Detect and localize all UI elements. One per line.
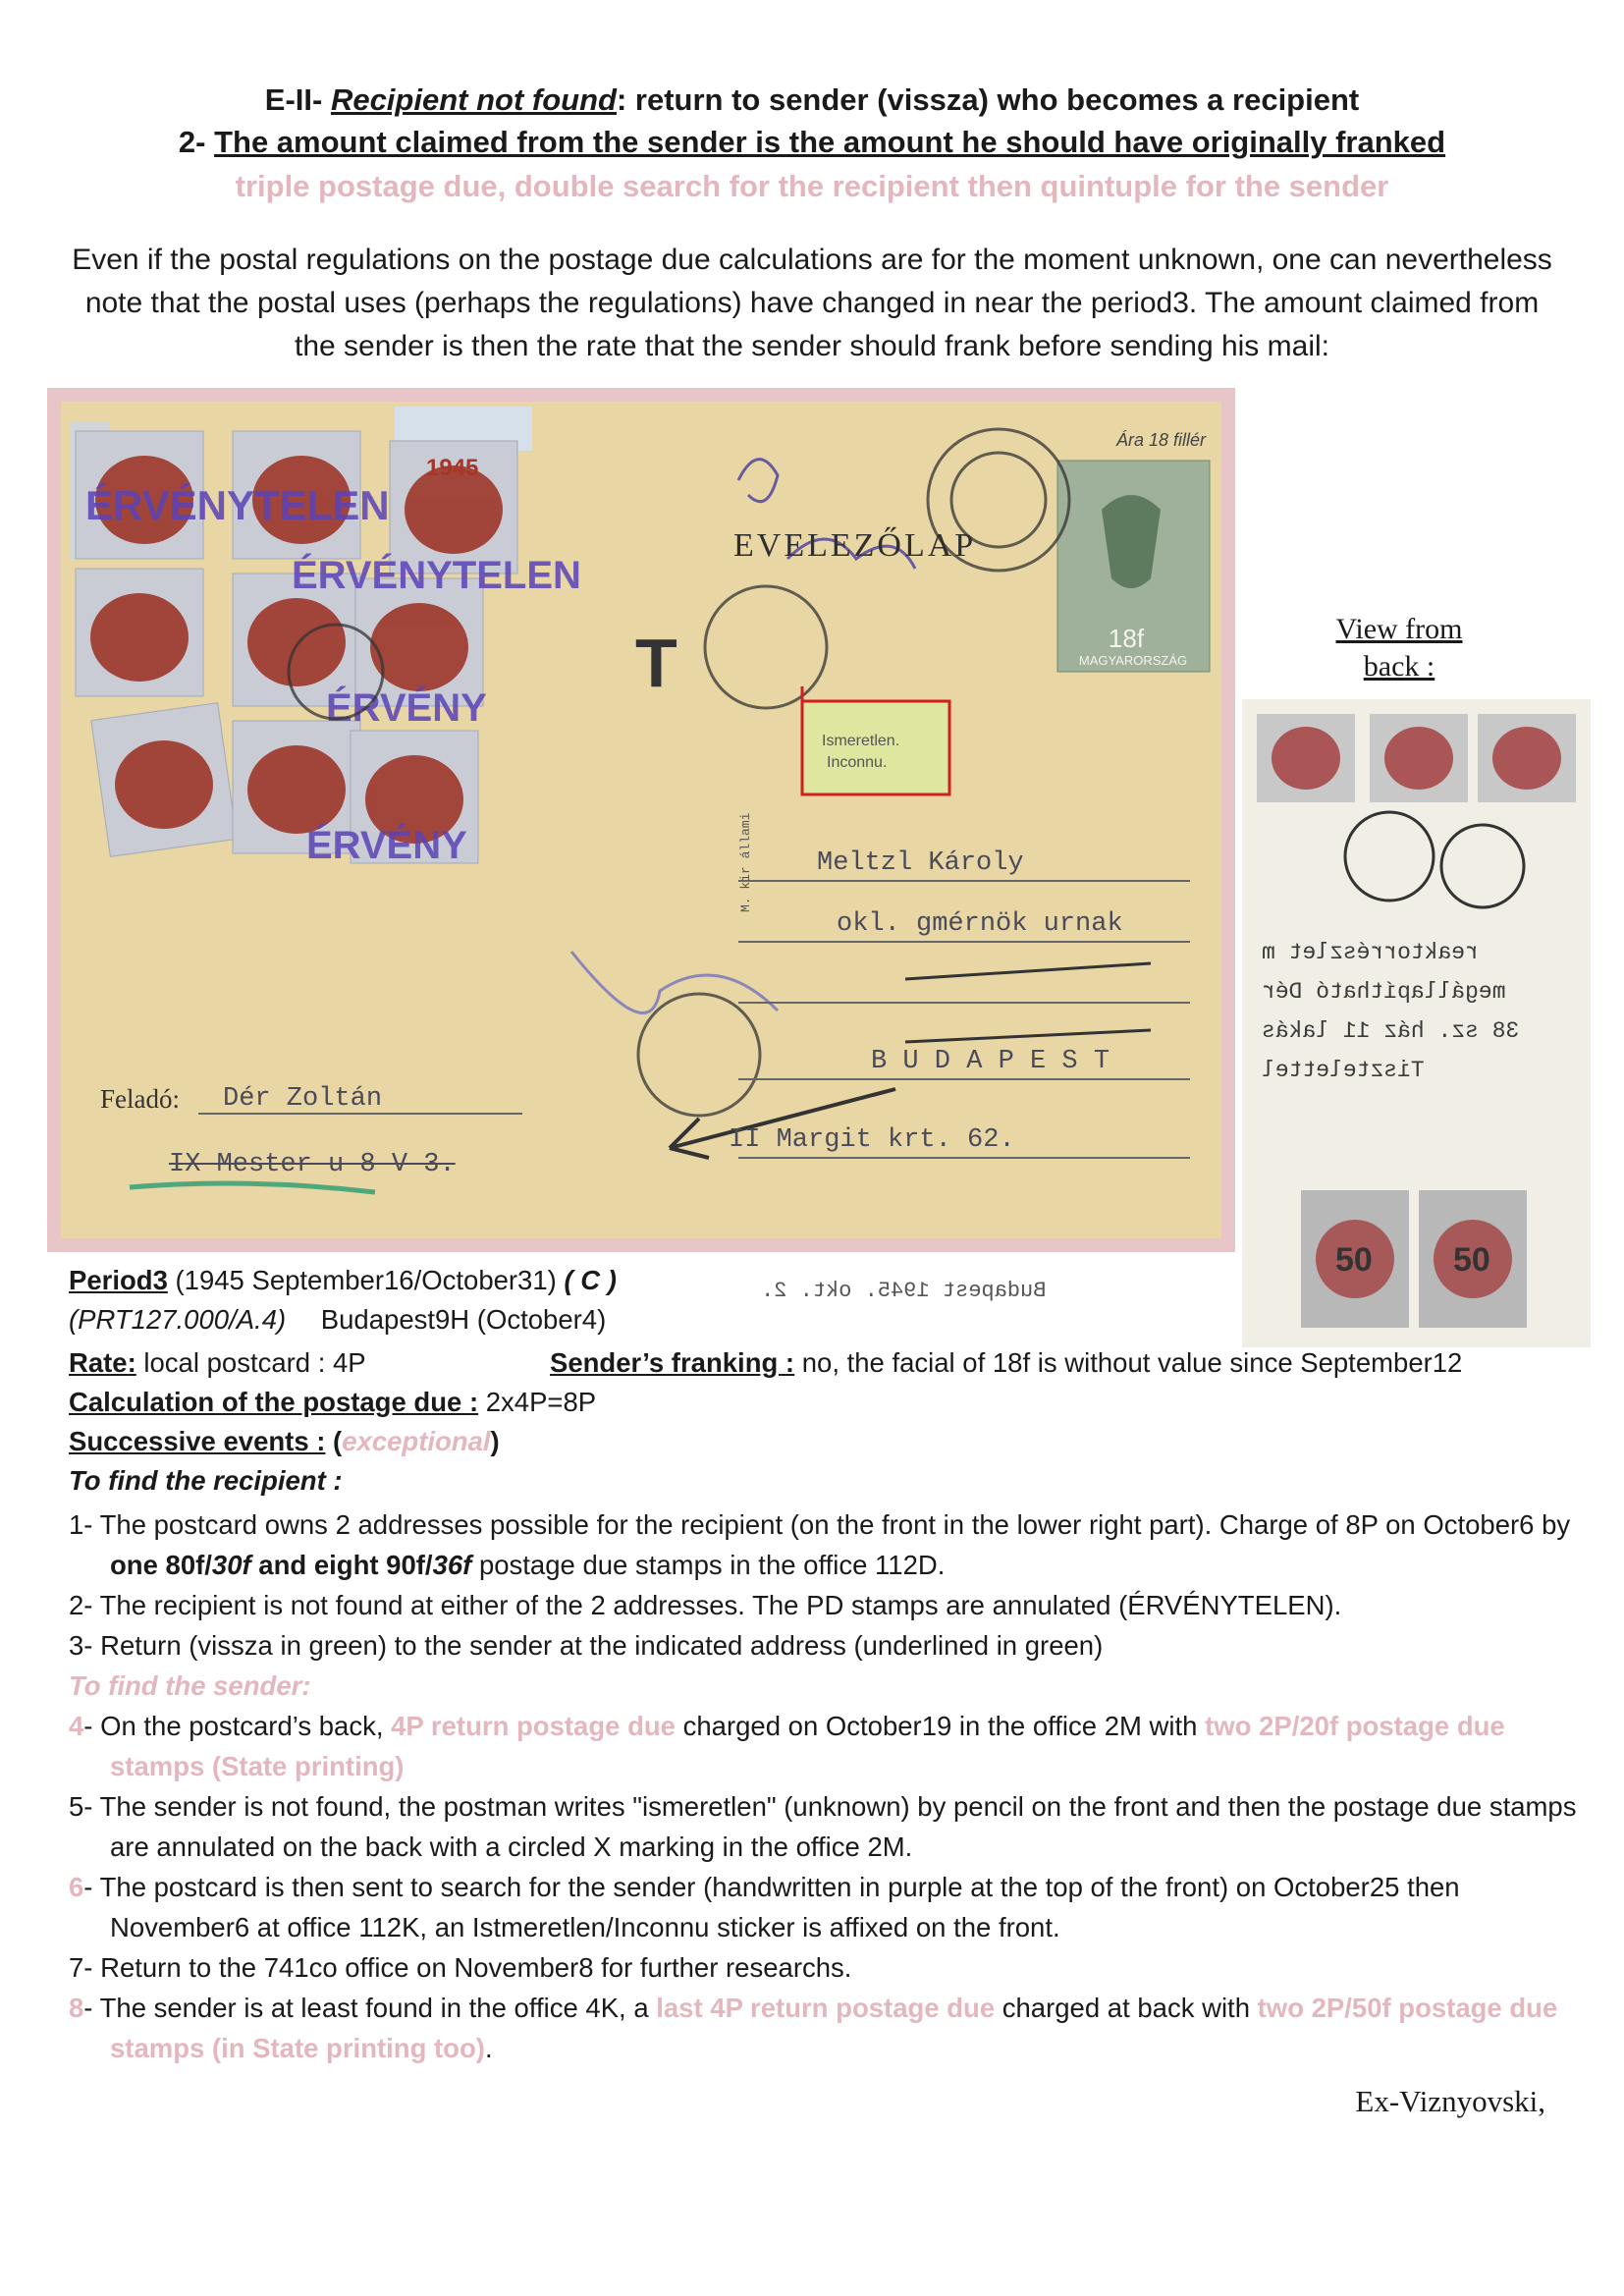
intro-paragraph: Even if the postal regulations on the postage due calculations are for the moment unknown, one can nevertheless note that the postal uses (perhaps the regulations) have changed in near the period3. The amount claimed from the sender is then the rate that the sender should frank before sending his mail: (72, 244, 1552, 362)
event-4-num: 4 (69, 1711, 84, 1741)
printer-mark: M. kir állami (738, 812, 753, 912)
event-8-text-a: - The sender is at least found in the office 4K, a (83, 1993, 657, 2023)
title-prefix: E-II- (264, 82, 331, 117)
event-4-text-d: two 2P/20f postage due stamps (State printing) (110, 1711, 1505, 1781)
event-1-text-b: one 80f/ (110, 1550, 212, 1580)
reference-code: (PRT127.000/A.4) (69, 1304, 287, 1335)
calculation-line (69, 1383, 1581, 1422)
find-sender-heading: To find the sender: (69, 1670, 311, 1701)
sender-address: IX Mester u 8 V 3. (169, 1150, 456, 1179)
period-line (69, 1261, 1581, 1300)
back-pd-value-1: 50 (1335, 1241, 1373, 1279)
event-8 (69, 1988, 1581, 2068)
event-1-text-c: 30f (211, 1550, 251, 1580)
office-line: Budapest9H (October4) (320, 1304, 607, 1335)
sender-name: Dér Zoltán (223, 1084, 383, 1114)
back-line-2: 38 sz. ház 11 lakás (1262, 1018, 1520, 1044)
title-italic: Recipient not found (330, 82, 617, 117)
period-code: ( C ) (564, 1265, 617, 1295)
rate-label: Rate: (69, 1347, 136, 1378)
period-label: Period3 (69, 1265, 168, 1295)
recipient-street: II Margit krt. 62. (729, 1125, 1015, 1155)
subtitle-text: The amount claimed from the sender is the amount he should have originally franked (214, 125, 1446, 159)
back-date-line: Budapest 1945. okt. 2. (761, 1279, 1047, 1303)
event-1-text-e: 36f (432, 1550, 472, 1580)
recipient-city: B U D A P E S T (871, 1047, 1110, 1076)
rate-value: local postcard : 4P (135, 1347, 366, 1378)
tax-t-mark: T (635, 625, 677, 701)
event-5: 5- The sender is not found, the postman writes "ismeretlen" (unknown) by pencil on the front and then the postage due stamps are annulated on the back with a circled X marking in the office 2M. (69, 1791, 1577, 1862)
events-line (69, 1422, 1581, 1461)
recipient-title: okl. gmérnök urnak (837, 909, 1123, 939)
pd-year-label: 1945 (426, 455, 479, 481)
unknown-sticker (802, 701, 949, 794)
event-4 (69, 1706, 1581, 1786)
postcard-frame (47, 388, 1235, 1252)
event-8-text-e: . (484, 2033, 493, 2063)
sender-label: Feladó: (100, 1084, 180, 1114)
back-view-image (1242, 699, 1591, 1347)
back-line-3: megállapítható Dér (1262, 979, 1506, 1005)
back-line-1: Tisztelettel (1262, 1058, 1425, 1083)
events-open: ( (325, 1426, 343, 1456)
stamp-value: 18f (1108, 624, 1145, 653)
event-1-text-f: postage due stamps in the office 112D. (471, 1550, 946, 1580)
event-3: 3- Return (vissza in green) to the sender at the indicated address (underlined in green) (69, 1630, 1104, 1661)
recipient-name: Meltzl Károly (817, 848, 1024, 878)
subtitle-prefix: 2- (178, 125, 215, 159)
title-rest: : return to sender (vissza) who becomes a recipient (616, 82, 1360, 117)
event-1 (69, 1504, 1581, 1585)
event-7: 7- Return to the 741co office on November8 for further researchs. (69, 1952, 852, 1983)
event-4-text-a: - On the postcard’s back, (83, 1711, 392, 1741)
event-6-text: - The postcard is then sent to search for the sender (handwritten in purple at the top of the front) on October25 then November6 at office 112K, an Istmeretlen/Inconnu sticker is affixed on the front. (83, 1872, 1460, 1942)
events-value: exceptional (342, 1426, 491, 1456)
back-pd-value-2: 50 (1453, 1241, 1490, 1279)
period-dates: (1945 September16/October31) (167, 1265, 565, 1295)
calc-value: 2x4P=8P (478, 1387, 597, 1417)
invalid-handstamp-3: ÉRVÉNY (326, 686, 487, 730)
invalid-handstamp-1: ÉRVÉNYTELEN (85, 482, 390, 528)
event-1-text-a: 1- The postcard owns 2 addresses possible for the recipient (on the front in the lower right part). Charge of 8P on October6 by (69, 1509, 1571, 1540)
event-8-text-d: two 2P/50f postage due stamps (in State printing too) (110, 1993, 1558, 2063)
back-line-4: reaktorrészlet m (1262, 940, 1479, 965)
view-from-back-label: View from back : (1335, 613, 1463, 683)
event-8-num: 8 (69, 1993, 84, 2023)
stamp-country: MAGYARORSZÁG (1078, 653, 1188, 668)
events-label: Successive events : (69, 1426, 326, 1456)
printed-stamp (1057, 430, 1210, 672)
page-summary: triple postage due, double search for the recipient then quintuple for the sender (235, 169, 1389, 203)
invalid-handstamp-2: ÉRVÉNYTELEN (292, 554, 581, 597)
calc-label: Calculation of the postage due : (69, 1387, 479, 1417)
event-1-text-d: and eight 90f/ (250, 1550, 433, 1580)
event-2: 2- The recipient is not found at either of the 2 addresses. The PD stamps are annulated (ÉRVÉNYTELEN). (69, 1590, 1342, 1620)
postcard-label: EVELEZŐLAP (733, 527, 977, 564)
reference-line (69, 1300, 1581, 1339)
page-subtitle (0, 125, 1624, 160)
event-8-text-c: charged at back with (995, 1993, 1258, 2023)
event-4-text-b: 4P return postage due (391, 1711, 676, 1741)
franking-value: no, the facial of 18f is without value since September12 (794, 1347, 1463, 1378)
event-6-num: 6 (69, 1872, 84, 1902)
signature: Ex-Viznyovski, (1355, 2084, 1545, 2118)
event-6 (69, 1867, 1581, 1947)
events-list (69, 1504, 1581, 2068)
invalid-handstamp-4: ÉRVÉNY (306, 824, 467, 867)
franking-label: Sender’s franking : (550, 1347, 795, 1378)
sticker-line-2: Inconnu. (827, 754, 888, 771)
postcard-front (61, 402, 1221, 1238)
rate-line (69, 1343, 1581, 1383)
back-pd-stamps-top (1257, 714, 1576, 802)
page-title (0, 82, 1624, 118)
stamp-top-text: Ára 18 fillér (1116, 430, 1207, 450)
event-4-text-c: charged on October19 in the office 2M with (675, 1711, 1206, 1741)
sticker-line-1: Ismeretlen. (822, 733, 900, 749)
find-recipient-heading: To find the recipient : (69, 1465, 343, 1496)
event-8-text-b: last 4P return postage due (656, 1993, 996, 2023)
events-close: ) (490, 1426, 500, 1456)
